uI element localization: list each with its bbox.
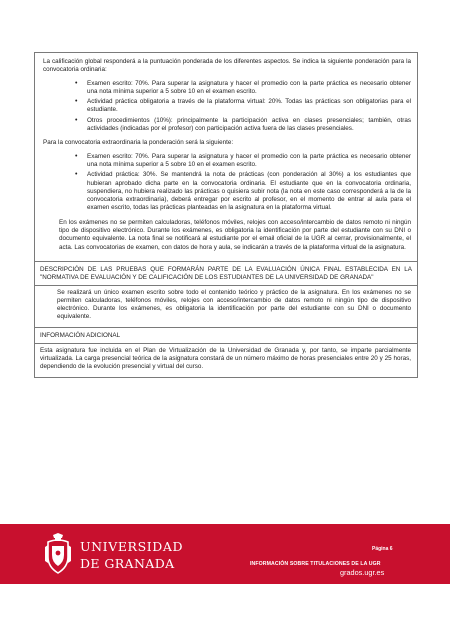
single-evaluation-text: Se realizará un único examen escrito sobre todo el contenido teórico y práctico de la asignatura. En los exámenes no se permiten calculadoras, teléfonos móviles, relojes con acceso/intercambio de datos remoto ni ningún tipo de dispositivo electrónico. Durante los exámenes, es obligatoria la identificación por parte del estudiante con su DNI o documento equivalente. xyxy=(57,288,411,321)
additional-info-heading: INFORMACIÓN ADICIONAL xyxy=(40,331,121,339)
footer-site-link[interactable]: grados.ugr.es xyxy=(340,568,385,577)
additional-info-body-row xyxy=(35,343,417,378)
footer-info-label: INFORMACIÓN SOBRE TITULACIONES DE LA UGR xyxy=(250,561,381,567)
extraordinary-item: • Actividad práctica: 30%. Se mantendrá la nota de prácticas (con ponderación al 30%) a los estudiantes que hubieran aprobado dicha parte en la convocatoria ordinaria. El estudiante que en la convocatoria ordinaria, suspendiera, no hubiera realizado las prácticas o quisiera subir nota (la nota en este caso corresponderá a la de la convocatoria extraordinaria), deberá entregar por escrito al profesor, en el momento de entrar al aula para el examen escrito, todas las prácticas planteadas en la asignatura en la plataforma virtual. xyxy=(87,171,411,212)
ordinary-item: • Examen escrito: 70%. Para superar la asignatura y hacer el promedio con la parte práctica es necesario obtener una nota mínima superior a 5 sobre 10 en el examen escrito. xyxy=(87,80,411,97)
exam-rules-text: En los exámenes no se permiten calculadoras, teléfonos móviles, relojes con acceso/intercambio de datos remoto ni ningún tipo de dispositivo electrónico. Durante los exámenes, es obligatoria la identificación por parte del estudiante con su DNI o documento equivalente. La nota final se notificará al estudiante por el email oficial de la UGR al cerrar, provisionalmente, el acta. Las convocatorias de examen, con datos de hora y aula, se indicarán a través de la plataforma virtual de la asignatura. xyxy=(59,218,411,251)
grading-section xyxy=(35,53,417,261)
grading-intro: La calificación global responderá a la puntuación ponderada de los diferentes aspectos. Se indica la siguiente ponderación para la convocatoria ordinaria: xyxy=(43,58,411,74)
single-evaluation-heading: DESCRIPCIÓN DE LAS PRUEBAS QUE FORMARÁN PARTE DE LA EVALUACIÓN ÚNICA FINAL ESTABLECIDA EN LA "NORMATIVA DE EVALUACIÓN Y DE CALIFICACIÓN DE LOS ESTUDIANTES DE LA UNIVERSIDAD DE GRANADA" xyxy=(40,265,412,281)
page-number: Página 6 xyxy=(372,546,393,552)
single-evaluation-heading-row xyxy=(35,261,417,285)
additional-info-text: Esta asignatura fue incluida en el Plan de Virtualización de la Universidad de Granada y, por tanto, se imparte parcialmente virtualizada. La carga presencial teórica de la asignatura constará de un número máximo de horas presenciales entre 20 y 25 horas, dependiendo de la evolución presencial y virtual del curso. xyxy=(40,346,411,371)
university-name-line1: UNIVERSIDAD xyxy=(80,539,184,554)
ordinary-item: • Actividad práctica obligatoria a través de la plataforma virtual: 20%. Todas las prácticas son obligatorias para el estudiante. xyxy=(87,98,411,115)
additional-info-heading-row xyxy=(35,327,417,343)
university-crest-icon xyxy=(44,533,72,575)
extraordinary-item: • Examen escrito: 70%. Para superar la asignatura y hacer el promedio con la parte práctica es necesario obtener una nota mínima superior a 5 sobre 10 en el examen escrito. xyxy=(87,153,411,170)
university-name-line2: DE GRANADA xyxy=(80,556,175,571)
ordinary-item: • Otros procedimientos (10%): principalmente la participación activa en clases presenciales; también, otras actividades (indicadas por el profesor) con participación activa fuera de las clases presenciales. xyxy=(87,117,411,134)
extraordinary-intro: Para la convocatoria extraordinaria la ponderación será la siguiente: xyxy=(43,139,234,147)
grading-cell xyxy=(35,53,417,261)
extraordinary-list xyxy=(43,153,411,213)
ordinary-list xyxy=(43,80,411,134)
single-evaluation-body-row xyxy=(35,285,417,327)
guide-table xyxy=(34,52,418,378)
